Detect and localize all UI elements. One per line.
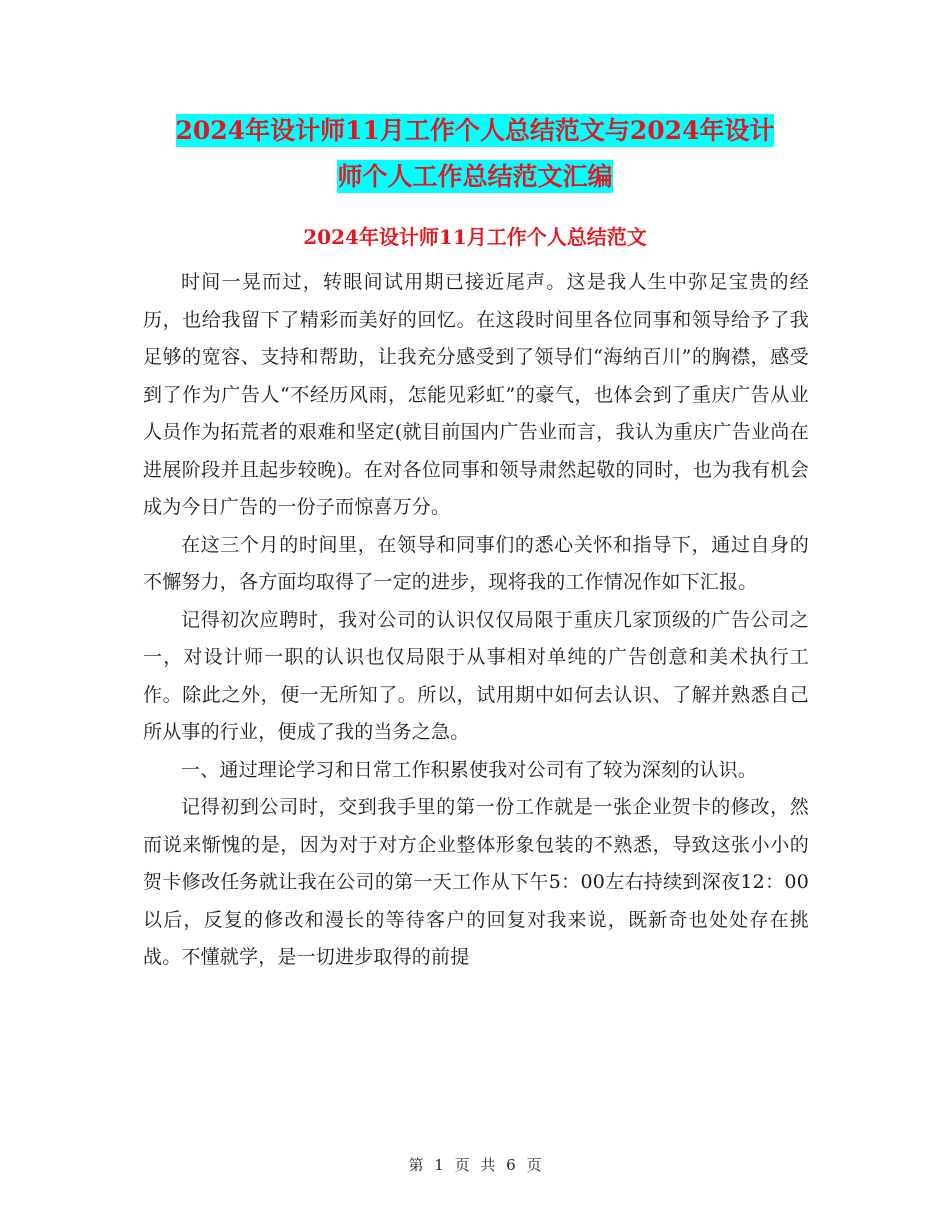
document-body [143, 264, 809, 977]
paragraph: 一、通过理论学习和日常工作积累使我对公司有了较为深刻的认识。 [181, 758, 758, 781]
section-title: 2024年设计师11月工作个人总结范文 [303, 225, 647, 249]
page-footer: 第 1 页 共 6 页 [408, 1156, 542, 1174]
document-title [140, 108, 810, 200]
paragraph: 在这三个月的时间里，在领导和同事们的悉心关怀和指导下，通过自身的不懈努力，各方面均取得了一定的进步，现将我的工作情况作如下汇报。 [143, 533, 809, 593]
document-title-line-2: 师个人工作总结范文汇编 [337, 162, 613, 191]
paragraph: 记得初到公司时，交到我手里的第一份工作就是一张企业贺卡的修改，然而说来惭愧的是，因为对于对方企业整体形象包装的不熟悉，导致这张小小的贺卡修改任务就让我在公司的第一天工作从下午5：00左右持续到深夜12：00以后，反复的修改和漫长的等待客户的回复对我来说，既新奇也处处存在挑战。不懂就学，是一切进步取得的前提 [143, 796, 809, 968]
paragraph: 时间一晃而过，转眼间试用期已接近尾声。这是我人生中弥足宝贵的经历，也给我留下了精彩而美好的回忆。在这段时间里各位同事和领导给予了我足够的宽容、支持和帮助，让我充分感受到了领导们“海纳百川”的胸襟，感受到了作为广告人“不经历风雨，怎能见彩虹”的豪气，也体会到了重庆广告从业人员作为拓荒者的艰难和坚定(就目前国内广告业而言，我认为重庆广告业尚在进展阶段并且起步较晚)。在对各位同事和领导肃然起敬的同时，也为我有机会成为今日广告的一份子而惊喜万分。 [143, 271, 809, 518]
paragraph: 记得初次应聘时，我对公司的认识仅仅局限于重庆几家顶级的广告公司之一，对设计师一职的认识也仅局限于从事相对单纯的广告创意和美术执行工作。除此之外，便一无所知了。所以，试用期中如何去认识、了解并熟悉自己所从事的行业，便成了我的当务之急。 [143, 608, 809, 743]
document-title-line-1: 2024年设计师11月工作个人总结范文与2024年设计 [175, 116, 775, 145]
